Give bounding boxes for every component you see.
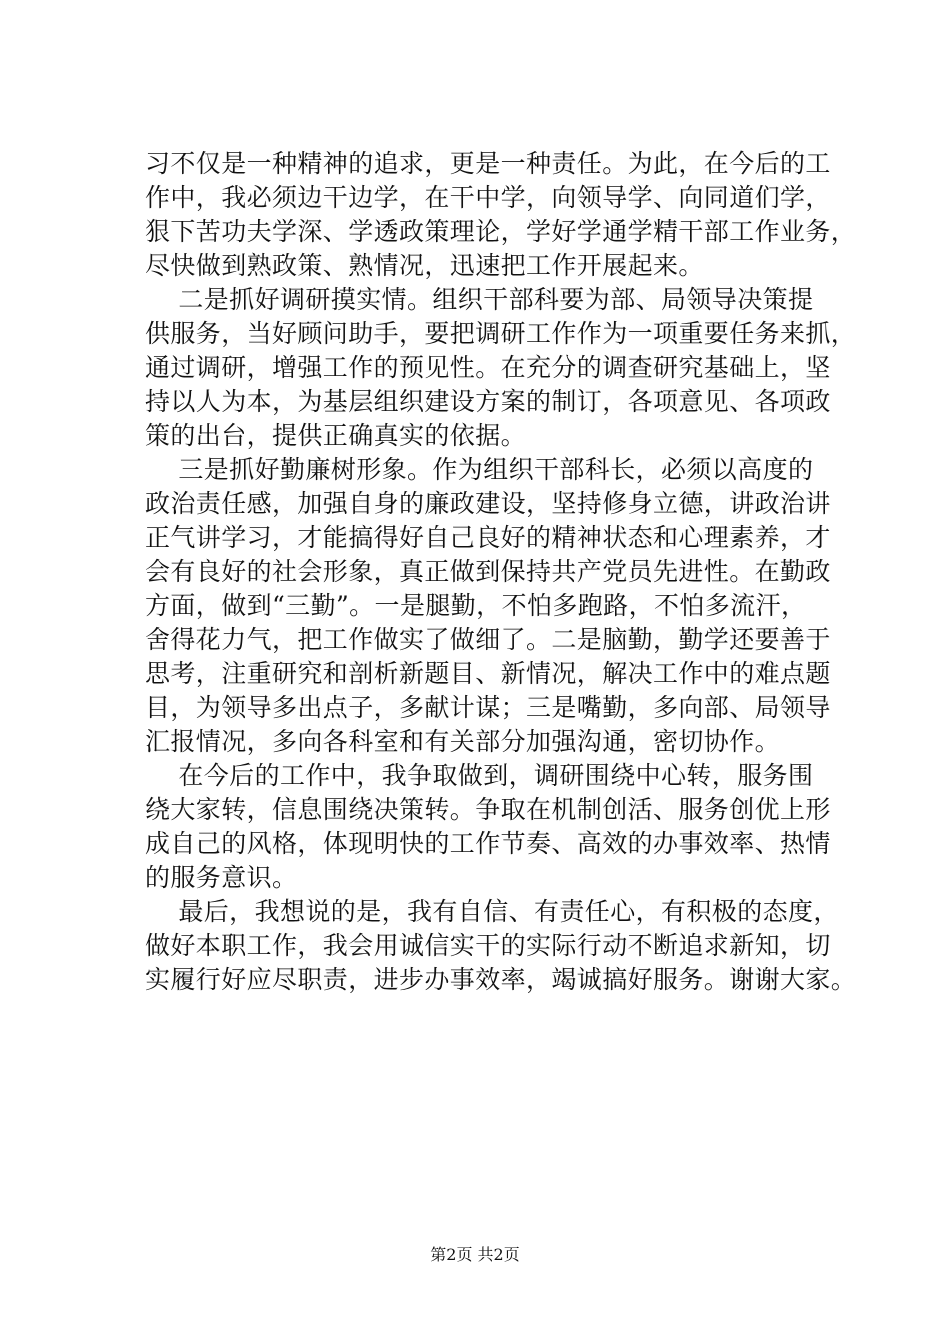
document-body — [145, 147, 857, 997]
text-line: 策的出台，提供正确真实的依据。 — [145, 421, 527, 450]
text-line: 狠下苦功夫学深、学透政策理论，学好学通学精干部工作业务， — [145, 217, 857, 246]
text-line: 的服务意识。 — [145, 863, 298, 892]
text-line: 绕大家转，信息围绕决策转。争取在机制创活、服务创优上形 — [145, 795, 831, 824]
text-line: 舍得花力气，把工作做实了做细了。二是脑勤，勤学还要善于 — [145, 625, 831, 654]
text-line: 尽快做到熟政策、熟情况，迅速把工作开展起来。 — [145, 251, 704, 280]
text-line: 会有良好的社会形象，真正做到保持共产党员先进性。在勤政 — [145, 557, 831, 586]
text-line: 思考，注重研究和剖析新题目、新情况，解决工作中的难点题 — [145, 659, 831, 688]
text-line: 目，为领导多出点子，多献计谋；三是嘴勤，多向部、局领导 — [145, 693, 831, 722]
page-number-footer: 第2页 共2页 — [430, 1245, 520, 1264]
text-line: 政治责任感，加强自身的廉政建设，坚持修身立德，讲政治讲 — [145, 489, 831, 518]
text-line: 汇报情况，多向各科室和有关部分加强沟通，密切协作。 — [145, 727, 781, 756]
text-line: 在今后的工作中，我争取做到，调研围绕中心转，服务围 — [145, 761, 814, 790]
text-line: 实履行好应尽职责，进步办事效率，竭诚搞好服务。谢谢大家。 — [145, 965, 857, 994]
text-line: 习不仅是一种精神的追求，更是一种责任。为此，在今后的工 — [145, 149, 831, 178]
text-line: 成自己的风格，体现明快的工作节奏、高效的办事效率、热情 — [145, 829, 831, 858]
text-line: 正气讲学习，才能搞得好自己良好的精神状态和心理素养，才 — [145, 523, 831, 552]
text-line: 方面，做到“三勤”。一是腿勤，不怕多跑路，不怕多流汗， — [145, 591, 807, 620]
text-line: 三是抓好勤廉树形象。作为组织干部科长，必须以高度的 — [145, 455, 814, 484]
text-line: 持以人为本，为基层组织建设方案的制订，各项意见、各项政 — [145, 387, 831, 416]
text-line: 作中，我必须边干边学，在干中学，向领导学、向同道们学， — [145, 183, 831, 212]
text-line: 二是抓好调研摸实情。组织干部科要为部、局领导决策提 — [145, 285, 814, 314]
text-line: 做好本职工作，我会用诚信实干的实际行动不断追求新知，切 — [145, 931, 831, 960]
text-line: 供服务，当好顾问助手，要把调研工作作为一项重要任务来抓， — [145, 319, 857, 348]
text-line: 最后，我想说的是，我有自信、有责任心，有积极的态度， — [145, 897, 839, 926]
text-line: 通过调研，增强工作的预见性。在充分的调查研究基础上，坚 — [145, 353, 831, 382]
